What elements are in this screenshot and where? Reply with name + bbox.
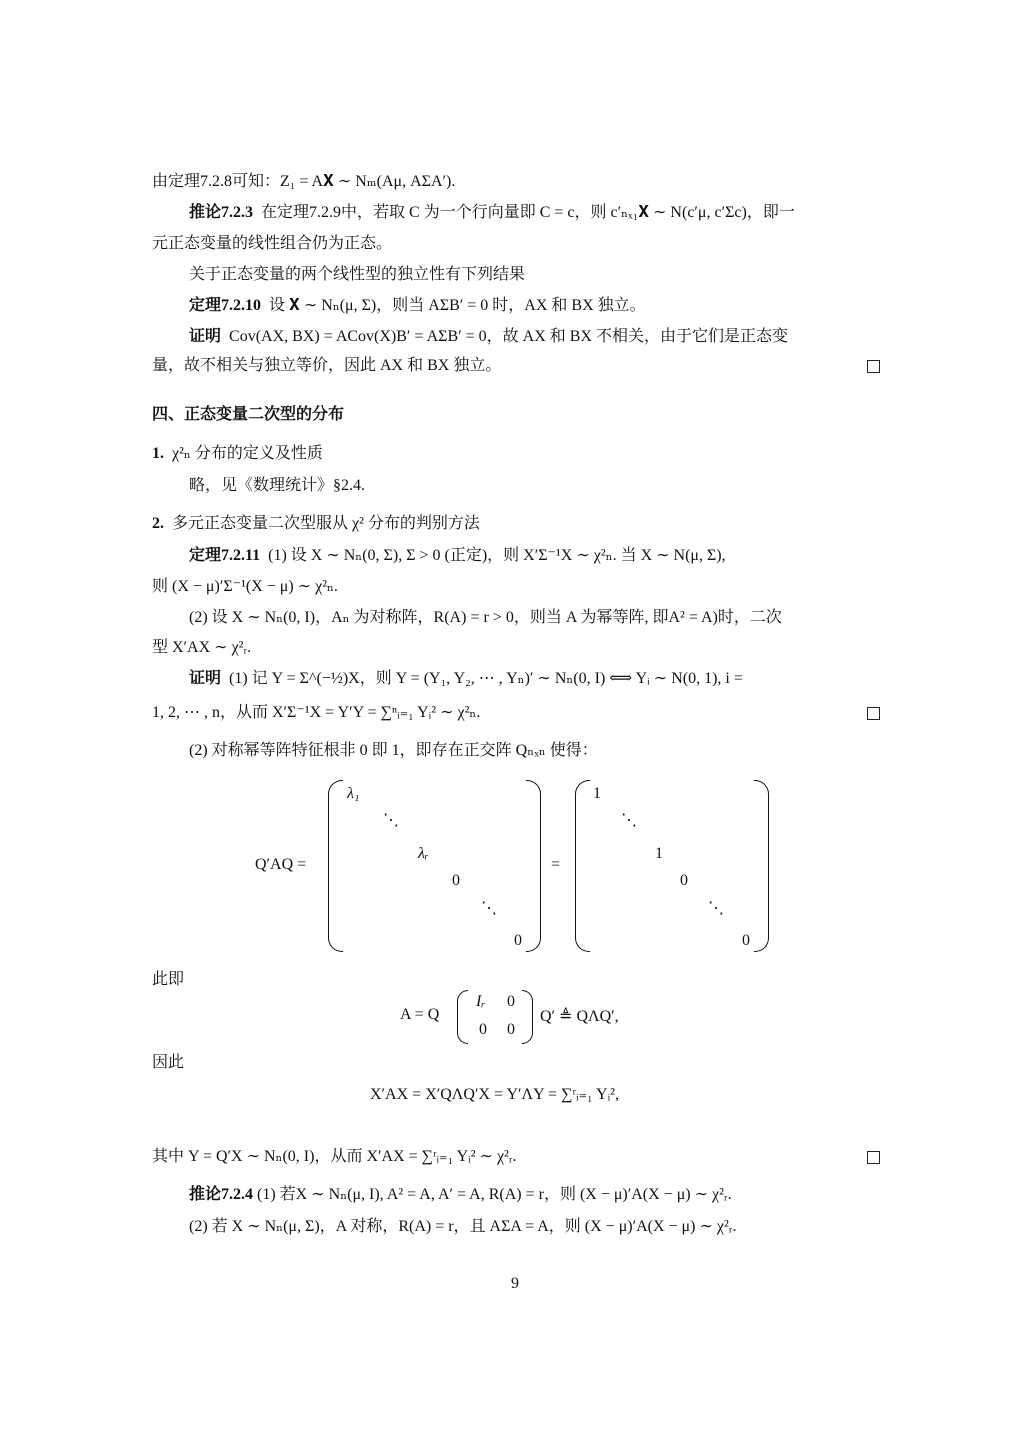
matrix-entry: ⋱ <box>383 812 399 829</box>
proof-2 <box>189 669 743 689</box>
subsection-1 <box>152 444 323 464</box>
qed-square-icon <box>867 360 880 373</box>
subsection-title: χ²ₙ 分布的定义及性质 <box>172 445 323 462</box>
text-line: 因此 <box>152 1054 185 1071</box>
matrix-entry: ⋱ <box>481 900 497 917</box>
subsection-number: 1. <box>152 445 164 462</box>
text-line: 元正态变量的线性组合仍为正态。 <box>152 235 393 252</box>
text-line <box>152 703 880 723</box>
text-line: 此即 <box>152 971 185 988</box>
matrix-entry: 0 <box>742 932 750 949</box>
matrix-entry: 1 <box>593 785 601 802</box>
theorem-label: 定理7.2.10 <box>189 297 262 314</box>
matrix-entry: 0 <box>479 1021 487 1038</box>
theorem-text: (1) 设 X ∼ Nₙ(0, Σ), Σ > 0 (正定)，则 X′Σ⁻¹X ∼ χ²ₙ. 当 X ∼ N(μ, Σ), <box>268 547 726 564</box>
matrix-entry: ⋱ <box>708 900 724 917</box>
matrix-entry: 0 <box>507 1021 515 1038</box>
text-line <box>152 1147 880 1167</box>
proof-text: (1) 记 Y = Σ^(−½)X，则 Y = (Y₁, Y₂, ⋯ , Yₙ)′ ∼ Nₙ(0, I) ⟺ Yᵢ ∼ N(0, 1), i = <box>229 670 743 687</box>
matrix-entry: 0 <box>514 932 522 949</box>
corollary-text: (1) 若X ∼ Nₙ(μ, I), A² = A, A′ = A, R(A) = r，则 (X − μ)′A(X − μ) ∼ χ²ᵣ. <box>257 1186 732 1203</box>
text-line: 略，见《数理统计》§2.4. <box>189 477 366 494</box>
proof-text: Cov(AX, BX) = ACov(X)B′ = AΣB′ = 0，故 AX 和 BX 不相关，由于它们是正态变 <box>229 328 788 345</box>
corollary-label: 推论7.2.4 <box>189 1186 254 1203</box>
corollary-label: 推论7.2.3 <box>189 204 254 221</box>
matrix-entry: 0 <box>507 993 515 1010</box>
right-paren <box>526 780 541 952</box>
matrix-lhs: Q′AQ = <box>255 856 307 873</box>
matrix-entry: Iᵣ <box>476 993 486 1010</box>
text-line <box>152 356 880 376</box>
proof-text: 1, 2, ⋯ , n，从而 X′Σ⁻¹X = Y′Y = ∑ⁿᵢ₌₁ Yᵢ² ∼ χ²ₙ. <box>152 704 481 721</box>
equation-lhs: A = Q <box>400 1006 440 1023</box>
text-line: 由定理7.2.8可知：Z₁ = A𝐗 ∼ Nₘ(Aμ, AΣA′). <box>152 173 456 190</box>
subsection-2 <box>152 514 480 534</box>
page-number: 9 <box>511 1275 519 1292</box>
theorem-7-2-11 <box>189 546 726 566</box>
text-line: 型 X′AX ∼ χ²ᵣ. <box>152 639 252 656</box>
text-line: (2) 对称幂等阵特征根非 0 即 1，即存在正交阵 Qₙₓₙ 使得： <box>189 742 598 759</box>
qed-square-icon <box>867 707 880 720</box>
theorem-text: 设 𝐗 ∼ Nₙ(μ, Σ)，则当 AΣB′ = 0 时，AX 和 BX 独立。 <box>269 297 646 314</box>
right-paren <box>754 780 769 952</box>
left-paren <box>328 780 343 952</box>
theorem-label: 定理7.2.11 <box>189 547 261 564</box>
matrix-entry: 0 <box>452 872 460 889</box>
corollary-7-2-4 <box>189 1185 732 1205</box>
proof-1 <box>189 327 788 347</box>
equation-rhs: Q′ ≜ QΛQ′, <box>540 1008 619 1025</box>
text: 其中 Y = Q′X ∼ Nₙ(0, I)，从而 X′AX = ∑ʳᵢ₌₁ Yᵢ² ∼ χ²ᵣ. <box>152 1148 517 1165</box>
matrix-entry: λ₁ <box>347 785 360 802</box>
left-paren <box>457 990 468 1044</box>
equation-XAX: X′AX = X′QΛQ′X = Y′ΛY = ∑ʳᵢ₌₁ Yᵢ², <box>370 1086 619 1103</box>
left-paren <box>575 780 590 952</box>
proof-label: 证明 <box>189 670 222 687</box>
matrix-entry: 0 <box>680 872 688 889</box>
text-line: (2) 若 X ∼ Nₙ(μ, Σ)，A 对称，R(A) = r，且 AΣA = A，则 (X − μ)′A(X − μ) ∼ χ²ᵣ. <box>189 1218 737 1235</box>
subsection-number: 2. <box>152 515 164 532</box>
matrix-entry: 1 <box>655 845 663 862</box>
text-line: 关于正态变量的两个线性型的独立性有下列结果 <box>189 266 526 283</box>
proof-text: 量，故不相关与独立等价，因此 AX 和 BX 独立。 <box>152 357 502 374</box>
subsection-title: 多元正态变量二次型服从 χ² 分布的判别方法 <box>172 515 480 532</box>
corollary-text: 在定理7.2.9中，若取 C 为一个行向量即 C = c，则 c′ₙₓ₁𝐗 ∼ N(c′μ, c′Σc)，即一 <box>261 204 795 221</box>
matrix-entry: λᵣ <box>418 845 429 862</box>
text-line: (2) 设 X ∼ Nₙ(0, I)，Aₙ 为对称阵，R(A) = r > 0，则当 A 为幂等阵, 即A² = A)时，二次 <box>189 609 782 626</box>
theorem-7-2-10 <box>189 296 646 316</box>
text-line: 则 (X − μ)′Σ⁻¹(X − μ) ∼ χ²ₙ. <box>152 578 338 595</box>
right-paren <box>522 990 533 1044</box>
proof-label: 证明 <box>189 328 222 345</box>
corollary-7-2-3 <box>189 203 795 223</box>
matrix-entry: ⋱ <box>621 812 637 829</box>
qed-square-icon <box>867 1151 880 1164</box>
equals-sign: = <box>551 856 561 873</box>
section-heading: 四、正态变量二次型的分布 <box>152 406 345 423</box>
